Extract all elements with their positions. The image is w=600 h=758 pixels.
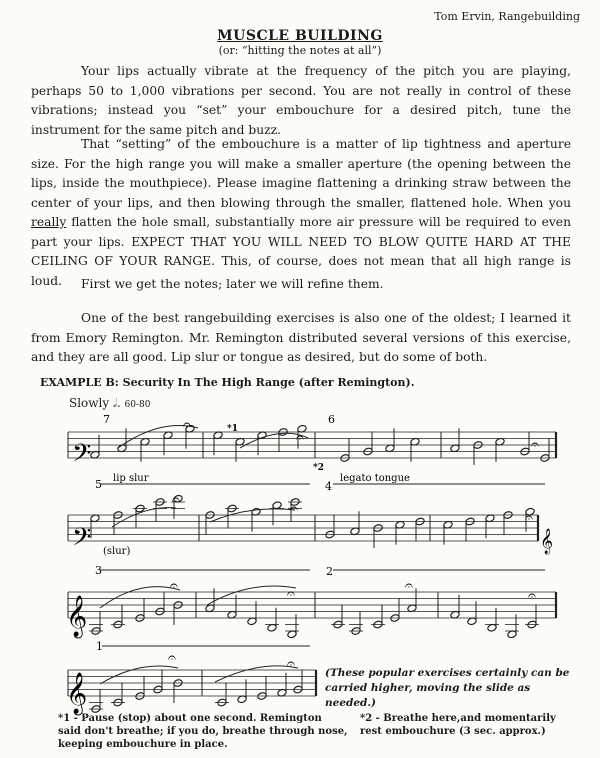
page-subtitle: (or: “hitting the notes at all”) — [218, 44, 382, 57]
treble-clef-icon: 𝄞 — [540, 529, 554, 554]
footnote-marker: *1 — [227, 424, 238, 434]
footnote-2: *2 - Breathe here,and momentarily rest embouchure (3 sec. approx.) — [360, 713, 556, 737]
position-number: 7 — [103, 413, 110, 426]
position-number: 3 — [95, 564, 102, 577]
fermata-icon: 𝄐 — [290, 501, 298, 517]
paragraph-2-end: flatten the hole small, substantially more air pressure will be required to even part your lips. EXPECT THAT YOU WILL NEED TO BLOW QUITE HARD AT THE CEILING OF YOUR RANGE. This, of course, does not mean that all high range is loud. — [31, 215, 571, 288]
fermata-icon: 𝄐 — [168, 650, 176, 666]
tempo-range: 60-80 — [124, 400, 151, 410]
treble-clef-icon: 𝄞 — [66, 673, 88, 714]
lip-slur-label: lip slur — [113, 473, 149, 484]
fermata-icon: 𝄐 — [287, 586, 295, 602]
bass-clef-icon: 𝄢 — [72, 523, 92, 558]
slur-curve — [112, 508, 176, 527]
paragraph-2 — [31, 135, 571, 291]
position-number: 1 — [96, 640, 103, 653]
author-header: Tom Ervin, Rangebuilding — [434, 10, 580, 23]
position-number: 5 — [95, 478, 102, 491]
treble-clef-icon: 𝄞 — [66, 596, 88, 637]
position-number: 4 — [325, 480, 332, 493]
slur-label: (slur) — [103, 546, 131, 557]
fermata-icon: 𝄐 — [405, 578, 413, 594]
slur-curve — [207, 586, 296, 605]
paragraph-4: One of the best rangebuilding exercises is also one of the oldest; I learned it from Emory Remington. Mr. Remington distributed several versions of this exercise, and they are all good. Lip slur or tongue as desired, but do some of both. — [31, 311, 571, 364]
fermata-icon: 𝄐 — [525, 510, 533, 526]
example-title: EXAMPLE B: Security In The High Range (after Remington). — [40, 376, 415, 389]
footnote-1: *1 - Pause (stop) about one second. Remington said don't breathe; if you do, breathe through nose, keeping embouchure in place. — [58, 713, 348, 750]
staves — [68, 432, 556, 696]
dotted-half-note-icon: 𝅗𝅥. — [113, 396, 121, 410]
slur-curve — [100, 666, 178, 684]
position-number: 2 — [326, 565, 333, 578]
carried-higher-note: (These popular exercises certainly can be carried higher, moving the slide as needed.) — [325, 667, 570, 709]
legato-tongue-label: legato tongue — [340, 473, 410, 484]
fermata-icon: 𝄐 — [170, 578, 178, 594]
position-number: 6 — [328, 413, 335, 426]
bass-clef-icon: 𝄢 — [72, 439, 92, 474]
footnote-marker: *2 — [313, 463, 324, 473]
fermata-icon: 𝄐 — [183, 417, 191, 433]
paragraph-3: First we get the notes; later we will refine them. — [81, 277, 384, 291]
fermata-icon: 𝄐 — [531, 437, 539, 453]
paragraph-2-start: That “setting” of the embouchure is a matter of lip tightness and aperture size. For the high range you will make a smaller aperture (the opening between the lips, inside the mouthpiece). Please imagine flattening a drinking straw between the center of your lips, and then blowing through the smaller, flattened hole. When you — [31, 137, 571, 210]
fermata-icon: 𝄐 — [528, 588, 536, 604]
fermata-icon: 𝄐 — [296, 430, 304, 446]
paragraph-1: Your lips actually vibrate at the frequency of the pitch you are playing, perhaps 50 to 1,000 vibrations per second. You are not really in control of these vibrations; instead you “set” your embouchure for a desired pitch, tune the instrument for the same pitch and buzz. — [31, 64, 571, 137]
paragraph-2-emphasis: really — [31, 215, 67, 229]
fermata-icon: 𝄐 — [172, 492, 180, 508]
page-title: MUSCLE BUILDING — [217, 28, 383, 44]
tempo-word: Slowly — [69, 396, 110, 410]
fermata-icon: 𝄐 — [287, 656, 295, 672]
